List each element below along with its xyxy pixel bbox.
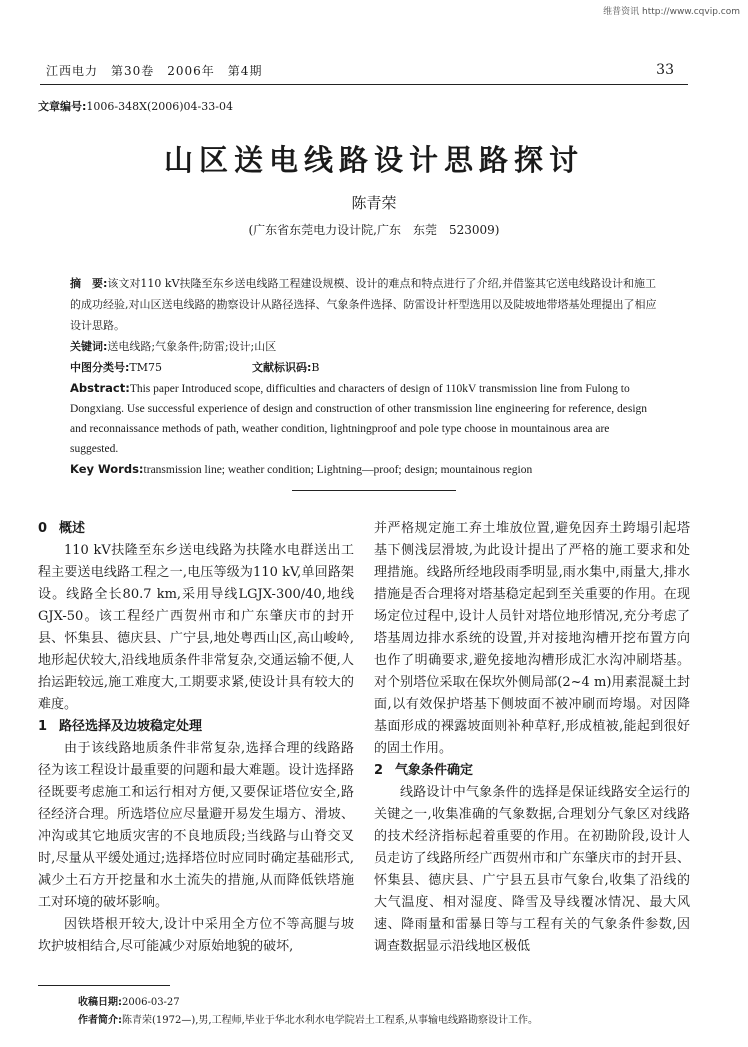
keywords-en-label: Key Words: — [70, 462, 144, 476]
watermark: 维普资讯 http://www.cqvip.com — [603, 7, 740, 17]
abstract-cn-label: 摘 要: — [70, 277, 108, 290]
section-0-title: 概述 — [59, 521, 86, 536]
clc-label: 中图分类号: — [70, 361, 130, 374]
keywords-en — [70, 459, 658, 480]
doc-code — [252, 357, 320, 378]
section-1-title: 路径选择及边坡稳定处理 — [59, 719, 203, 734]
classification-line — [70, 357, 658, 378]
section-0-number: 0 — [38, 521, 48, 536]
keywords-cn — [70, 336, 658, 357]
abstract-en-label: Abstract: — [70, 381, 130, 395]
bio-value: 陈青荣(1972—),男,工程师,毕业于华北水利水电学院岩土工程系,从事输电线路勘察设计工作。 — [122, 1015, 538, 1026]
page-number: 33 — [656, 62, 674, 78]
right-column — [374, 518, 690, 958]
received-label: 收稿日期: — [78, 997, 122, 1008]
affiliation: (广东省东莞电力设计院,广东 东莞 523009) — [248, 223, 500, 237]
received-date — [78, 993, 180, 1008]
running-head: 江西电力 第30卷 2006年 第4期 — [46, 64, 263, 78]
keywords-en-text: transmission line; weather condition; Lightning—proof; design; mountainous region — [143, 464, 533, 476]
author-name: 陈青荣 — [351, 194, 397, 212]
abstract-block — [70, 273, 658, 480]
footnote-rule — [38, 985, 170, 986]
section-1-paragraph-2: 因铁塔根开较大,设计中采用全方位不等高腿与坡坎护坡相结合,尽可能减少对原始地貌的破坏, — [38, 917, 354, 954]
received-value: 2006-03-27 — [122, 997, 180, 1008]
bio-label: 作者简介: — [78, 1015, 122, 1026]
author-bio — [78, 1011, 538, 1026]
abstract-divider — [292, 490, 456, 491]
section-2-number: 2 — [374, 763, 384, 778]
section-1-heading — [38, 716, 354, 738]
section-0-paragraph: 110 kV扶隆至东乡送电线路为扶隆水电群送出工程主要送电线路工程之一,电压等级为110 kV,单回路架设。线路全长80.7 km,采用导线LGJX-300/40,地线GJX-50。该工程经广西贺州市和广东肇庆市的封开县、怀集县、德庆县、广宁县,地处粤西山区,高山峻岭,地形起伏较大,沿线地质条件非常复杂,交通运输不便,人抬运距较远,施工难度大,工期要求紧,使设计具有较大的难度。 — [38, 543, 354, 712]
keywords-cn-label: 关键词: — [70, 340, 108, 353]
abstract-en-text: This paper Introduced scope, difficulties and characters of design of 110kV transmission line from Fulong to Dongxiang. Use successful experience of design and construction of other transmission line engineering for reference, design and reconnaissance methods of path, weather condition, lightningproof and pole type choose in mountainous area are suggested. — [70, 383, 648, 455]
right-paragraph-continued: 并严格规定施工弃土堆放位置,避免因弃土跨塌引起塔基下侧浅层滑坡,为此设计提出了严格的施工要求和处理措施。线路所经地段雨季明显,雨水集中,雨量大,排水措施是否合理将对塔基稳定起到至关重要的作用。在现场定位过程中,设计人员针对塔位地形情况,充分考虑了塔基周边排水系统的设置,并对接地沟槽开挖布置方向也作了明确要求,避免接地沟槽形成汇水沟冲刷塔基。对个别塔位采取在保坎外侧局部(2~4 m)用素混凝土封面,以有效保护塔基下侧坡面不被冲刷而垮塌。对因降基面形成的裸露坡面则补种草籽,形成植被,能起到很好的固土作用。 — [374, 521, 690, 756]
doc-code-value: B — [311, 361, 320, 374]
header-rule — [40, 84, 688, 85]
clc-value: TM75 — [129, 361, 163, 374]
article-number — [38, 98, 233, 114]
doc-code-label: 文献标识码: — [252, 361, 312, 374]
article-number-value: 1006-348X(2006)04-33-04 — [86, 100, 233, 113]
paper-title: 山区送电线路设计思路探讨 — [163, 143, 584, 177]
article-number-label: 文章编号: — [38, 100, 87, 113]
section-0-heading — [38, 518, 354, 540]
section-2-heading — [374, 760, 690, 782]
abstract-cn-text: 该文对110 kV扶隆至东乡送电线路工程建设规模、设计的难点和特点进行了介绍,并借鉴其它送电线路设计和施工的成功经验,对山区送电线路的勘察设计从路径选择、气象条件选择、防雷设计杆型选用以及陡坡地带塔基处理提出了相应设计思路。 — [70, 277, 657, 332]
abstract-cn — [70, 273, 658, 336]
section-2-paragraph: 线路设计中气象条件的选择是保证线路安全运行的关键之一,收集准确的气象数据,合理划分气象区对线路的技术经济指标起着重要的作用。在初勘阶段,设计人员走访了线路所经广西贺州市和广东肇庆市的封开县、怀集县、德庆县、广宁县五县市气象台,收集了沿线的大气温度、相对湿度、降雪及导线覆冰情况、最大风速、降雨量和雷暴日等与工程有关的气象条件参数,因调查数据显示沿线地区极低 — [374, 785, 690, 954]
section-1-paragraph-1: 由于该线路地质条件非常复杂,选择合理的线路路径为该工程设计最重要的问题和最大难题。设计选择路径既要考虑施工和运行相对方便,又要保证塔位安全,路径经济合理。所选塔位应尽量避开易发生塌方、滑坡、冲沟或其它地质灾害的不良地质段;当线路与山脊交叉时,尽量从平缓处通过;选择塔位时应同时确定基础形式,减少土石方开挖量和水土流失的措施,从而降低铁塔施工对环境的破坏影响。 — [38, 741, 354, 910]
section-2-title: 气象条件确定 — [395, 763, 474, 778]
section-1-number: 1 — [38, 719, 48, 734]
clc — [70, 357, 162, 378]
abstract-en — [70, 378, 658, 459]
keywords-cn-text: 送电线路;气象条件;防雷;设计;山区 — [107, 340, 277, 353]
left-column — [38, 518, 354, 958]
